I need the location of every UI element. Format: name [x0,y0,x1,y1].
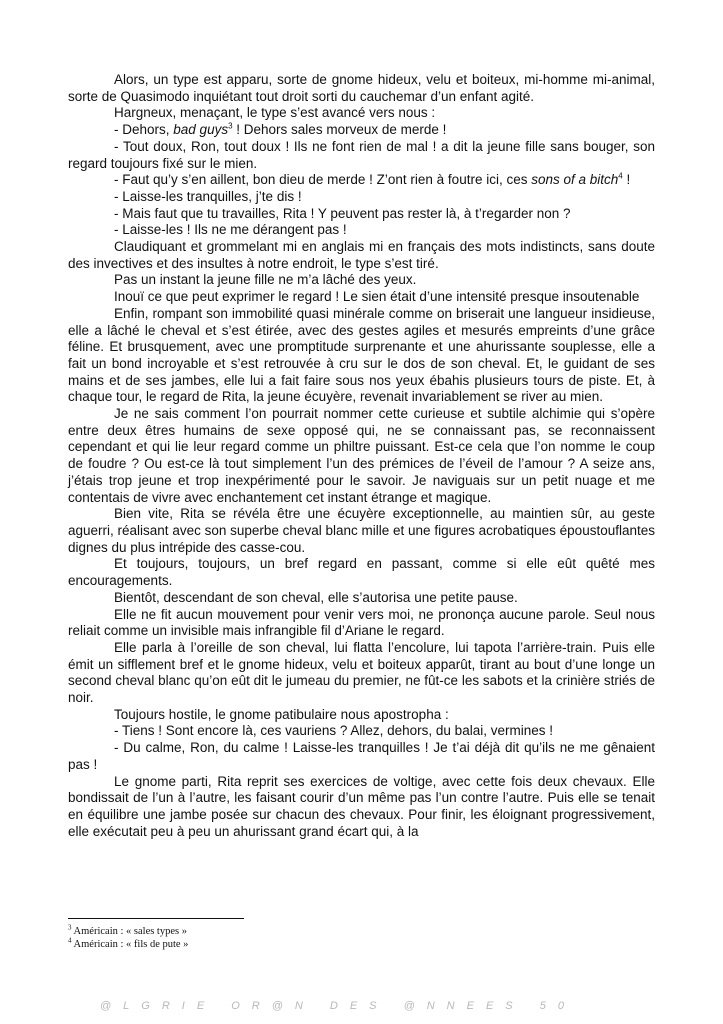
paragraph: Et toujours, toujours, un bref regard en passant, comme si elle eût quêté mes encouragements. [68,556,655,589]
footnotes [68,925,188,951]
paragraph: Elle ne fit aucun mouvement pour venir vers moi, ne prononça aucune parole. Seul nous reliait comme un invisible mais infrangible fil d’Ariane le regard. [68,606,655,639]
running-footer: @LGRIE OR@N DES @NNEES 50 [100,1000,576,1012]
footnote-ref: 3 [228,121,233,131]
paragraph: - Du calme, Ron, du calme ! Laisse-les tranquilles ! Je t’ai déjà dit qu’ils ne me gênaient pas ! [68,740,655,772]
page-body [68,72,655,840]
paragraph: - Laisse-les ! Ils ne me dérangent pas ! [114,222,347,238]
footnote: $^4$ Américain : « fils de pute » [68,936,189,950]
paragraph: Le gnome parti, Rita reprit ses exercices de voltige, avec cette fois deux chevaux. Elle bondissait de l’un à l’autre, les faisant courir d’un même pas l’un contre l’autre. Puis elle se tenait en équilibre une jambe posée sur chacun des chevaux. Pour finir, les éloignant progressivement, elle exécutait peu à peu un ahurissant grand écart qui, à la [68,773,655,839]
italic-text: bad guys [173,122,229,138]
paragraph: Bientôt, descendant de son cheval, elle s’autorisa une petite pause. [114,589,518,605]
footnote-divider [68,918,244,919]
paragraph: - Laisse-les tranquilles, j’te dis ! [114,188,302,204]
paragraph: - Mais faut que tu travailles, Rita ! Y peuvent pas rester là, à t’regarder non ? [114,205,571,221]
paragraph: Bien vite, Rita se révéla être une écuyère exceptionnelle, au maintien sûr, au geste aguerri, réalisant avec son superbe cheval blanc mille et une figures acrobatiques époustouflantes dignes du plus intrépide des casse-cou. [68,506,655,555]
paragraph: - Tiens ! Sont encore là, ces vauriens ? Allez, dehors, du balai, vermines ! [114,723,553,739]
footnote: $^3$ Américain : « sales types » [68,923,187,937]
paragraph: Toujours hostile, le gnome patibulaire nous apostropha : [114,706,449,722]
footnote-ref: 4 [618,171,623,181]
italic-text: sons of a bitch [531,172,619,188]
paragraph: Enfin, rompant son immobilité quasi minérale comme on briserait une langueur insidieuse, elle a lâché le cheval et s’est étirée, avec des gestes agiles et mesurés empreints d’une grâce féline. Et brusquement, avec une promptitude surprenante et une ahurissante souplesse, elle a fait un bond incroyable et s’est retrouvée à cru sur le dos de son cheval. Et, le guidant de ses mains et de ses jambes, elle lui a fait faire sous nos yeux ébahis plusieurs tours de piste. Et, à chaque tour, le regard de Rita, la jeune écuyère, revenait invariablement se river au mien. [68,305,655,405]
paragraph: Claudiquant et grommelant mi en anglais mi en français des mots indistincts, sans doute des invectives et des insultes à notre endroit, le type s’est tiré. [68,239,655,271]
paragraph: Elle parla à l’oreille de son cheval, lui flatta l’encolure, lui tapota l’arrière-train. Puis elle émit un sifflement bref et le gnome hideux, velu et boiteux apparût, tirant au bout d’une longe un second cheval blanc qu’on eût dit le jumeau du premier, ne fût-ce les sabots et la crinière striés de noir. [68,639,655,706]
paragraph: Je ne sais comment l’on pourrait nommer cette curieuse et subtile alchimie qui s’opère entre deux êtres humains de sexe opposé qui, ne se connaissant pas, se reconnaissent cependant et qui lie leur regard comme un philtre puissant. Est-ce cela que l’on nomme le coup de foudre ? Ou est-ce là tout simplement l’un des prémices de l’éveil de l’amour ? A seize ans, j’étais trop jeune et trop inexpérimenté pour le savoir. Je naviguais sur un petit nuage et me contentais de vivre avec enchantement cet instant étrange et magique. [68,406,655,505]
paragraph: Pas un instant la jeune fille ne m’a lâché des yeux. [114,272,417,288]
paragraph: Inouï ce que peut exprimer le regard ! Le sien était d’une intensité presque insoutenable [114,289,640,305]
paragraph: - Dehors, bad guys$^3$ ! Dehors sales morveux de merde ! [114,121,447,138]
paragraph: Hargneux, menaçant, le type s’est avancé vers nous : [114,105,436,121]
paragraph: Alors, un type est apparu, sorte de gnome hideux, velu et boiteux, mi-homme mi-animal, sorte de Quasimodo inquiétant tout droit sorti du cauchemar d’un enfant agité. [68,72,655,104]
paragraph: - Tout doux, Ron, tout doux ! Ils ne font rien de mal ! a dit la jeune fille sans bouger, son regard toujours fixé sur le mien. [68,138,655,171]
paragraph: - Faut qu’y s’en aillent, bon dieu de merde ! Z’ont rien à foutre ici, ces sons of a bitch$^4$ ! [114,171,631,188]
